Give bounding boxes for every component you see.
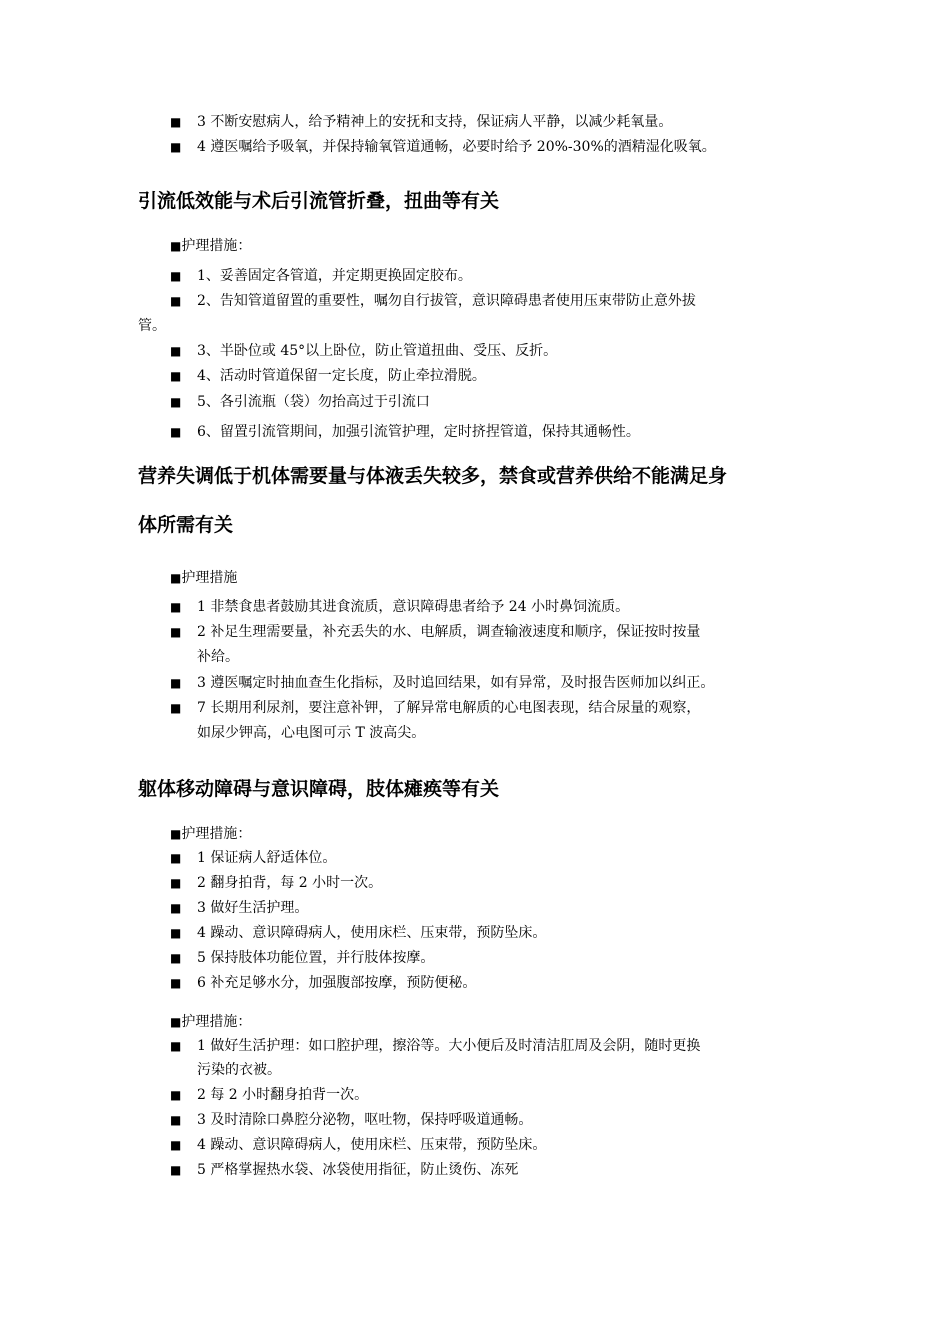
section-heading: 营养失调低于机体需要量与体液丢失较多，禁食或营养供给不能满足身: [138, 465, 728, 487]
list-item: ■ 5 严格掌握热水袋、冰袋使用指征，防止烫伤、冻死: [170, 1158, 518, 1183]
section-label: ■护理措施：: [170, 238, 252, 254]
list-item-continuation: 如尿少钾高，心电图可示 T 波高尖。: [197, 725, 426, 741]
bullet-icon: ■: [170, 239, 182, 253]
bullet-icon: ■: [170, 1138, 182, 1152]
section-label: ■护理措施：: [170, 826, 252, 842]
list-item: ■ 1 做好生活护理：如口腔护理，擦浴等。大小便后及时清洁肛周及会阴，随时更换: [170, 1034, 700, 1059]
list-item: ■ 4 躁动、意识障碍病人，使用床栏、压束带，预防坠床。: [170, 921, 546, 946]
bullet-icon: ■: [170, 1163, 182, 1177]
section-label: ■护理措施: [170, 570, 238, 586]
list-item: ■ 2 每 2 小时翻身拍背一次。: [170, 1083, 368, 1108]
bullet-icon: ■: [170, 901, 182, 915]
list-item: ■ 1 非禁食患者鼓励其进食流质，意识障碍患者给予 24 小时鼻饲流质。: [170, 595, 629, 620]
bullet-icon: ■: [170, 140, 182, 154]
list-item: ■ 6、留置引流管期间，加强引流管护理，定时挤捏管道，保持其通畅性。: [170, 420, 640, 445]
list-item: ■ 1、妥善固定各管道，并定期更换固定胶布。: [170, 264, 472, 289]
list-item: ■ 7 长期用利尿剂，要注意补钾，了解异常电解质的心电图表现，结合尿量的观察，: [170, 696, 700, 721]
section-heading: 躯体移动障碍与意识障碍，肢体瘫痪等有关: [138, 778, 500, 800]
list-item-continuation: 补给。: [197, 649, 239, 665]
bullet-icon: ■: [170, 600, 182, 614]
list-item: ■ 3 遵医嘱定时抽血查生化指标，及时追回结果，如有异常，及时报告医师加以纠正。: [170, 671, 714, 696]
bullet-icon: ■: [170, 294, 182, 308]
bullet-icon: ■: [170, 425, 182, 439]
bullet-icon: ■: [170, 625, 182, 639]
bullet-icon: ■: [170, 571, 182, 585]
bullet-icon: ■: [170, 851, 182, 865]
bullet-icon: ■: [170, 676, 182, 690]
bullet-icon: ■: [170, 976, 182, 990]
list-item: ■ 2 翻身拍背，每 2 小时一次。: [170, 871, 382, 896]
section-label: ■护理措施：: [170, 1014, 252, 1030]
list-item: ■ 2 补足生理需要量，补充丢失的水、电解质，调查输液速度和顺序，保证按时按量: [170, 620, 700, 645]
bullet-icon: ■: [170, 1088, 182, 1102]
list-item-continuation: 污染的衣被。: [197, 1062, 281, 1078]
bullet-icon: ■: [170, 827, 182, 841]
bullet-icon: ■: [170, 701, 182, 715]
bullet-icon: ■: [170, 951, 182, 965]
list-item: ■ 1 保证病人舒适体位。: [170, 846, 336, 871]
bullet-icon: ■: [170, 369, 182, 383]
bullet-icon: ■: [170, 1113, 182, 1127]
list-item: ■ 4、活动时管道保留一定长度，防止牵拉滑脱。: [170, 364, 486, 389]
bullet-icon: ■: [170, 269, 182, 283]
list-item: ■ 3 不断安慰病人，给予精神上的安抚和支持，保证病人平静，以减少耗氧量。: [170, 110, 672, 135]
list-item: ■ 6 补充足够水分，加强腹部按摩，预防便秘。: [170, 971, 476, 996]
bullet-icon: ■: [170, 926, 182, 940]
list-item: ■ 5 保持肢体功能位置，并行肢体按摩。: [170, 946, 434, 971]
section-heading: 引流低效能与术后引流管折叠，扭曲等有关: [138, 190, 500, 212]
list-item: ■ 5、各引流瓶（袋）勿抬高过于引流口: [170, 390, 430, 415]
list-item: ■ 3 及时清除口鼻腔分泌物，呕吐物，保持呼吸道通畅。: [170, 1108, 532, 1133]
list-item: ■ 4 躁动、意识障碍病人，使用床栏、压束带，预防坠床。: [170, 1133, 546, 1158]
list-item: ■ 3 做好生活护理。: [170, 896, 308, 921]
bullet-icon: ■: [170, 344, 182, 358]
bullet-icon: ■: [170, 395, 182, 409]
section-heading-continuation: 体所需有关: [138, 514, 234, 536]
bullet-icon: ■: [170, 876, 182, 890]
list-item: ■ 4 遵医嘱给予吸氧，并保持输氧管道通畅，必要时给予 20%-30%的酒精湿化吸氧。: [170, 135, 716, 160]
bullet-icon: ■: [170, 1015, 182, 1029]
list-item: ■ 3、半卧位或 45°以上卧位，防止管道扭曲、受压、反折。: [170, 339, 557, 364]
bullet-icon: ■: [170, 115, 182, 129]
list-item-continuation: 管。: [138, 318, 166, 334]
list-item: ■ 2、告知管道留置的重要性，嘱勿自行拔管，意识障碍患者使用压束带防止意外拔: [170, 289, 696, 314]
bullet-icon: ■: [170, 1039, 182, 1053]
